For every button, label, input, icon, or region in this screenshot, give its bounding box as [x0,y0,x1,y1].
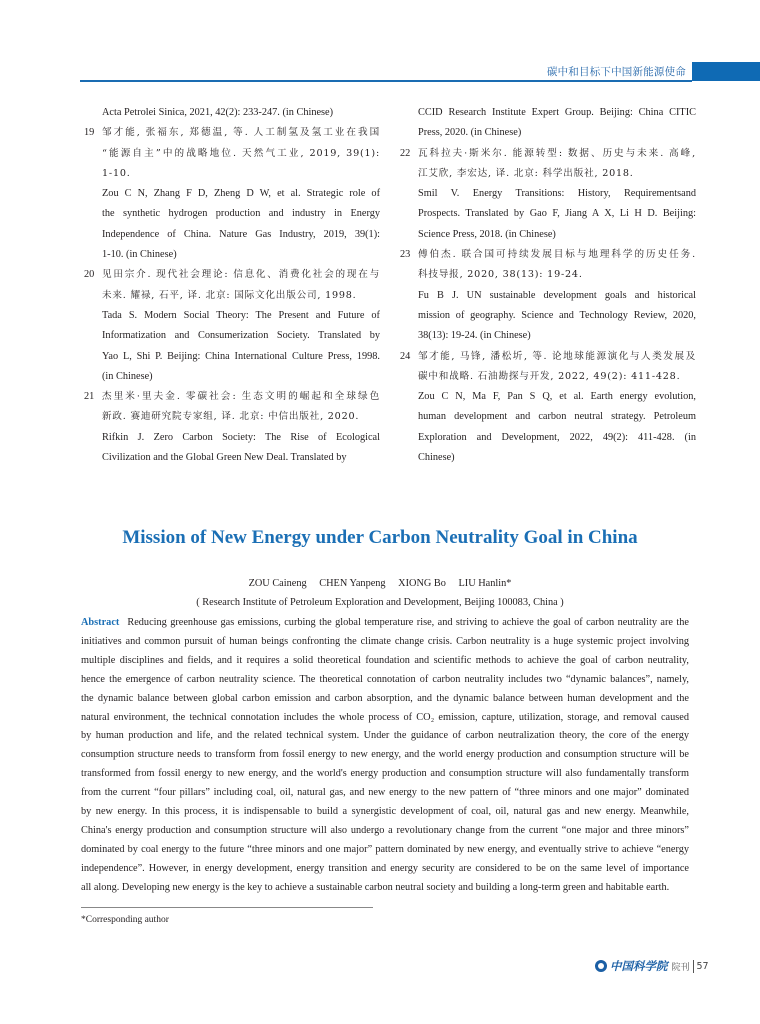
reference-entry [84,123,380,184]
reference-entry [84,387,380,428]
reference-line: (in Chinese) [102,370,153,382]
page-footer [595,958,709,974]
reference-line: 见田宗介. 现代社会理论: 信息化、消费化社会的现在与 [102,269,380,281]
reference-line: 1-10. [102,167,131,179]
reference-number: 20 [84,269,95,281]
reference-line: Rifkin J. Zero Carbon Society: The Rise of Ecological [102,431,380,443]
reference-entry [400,184,696,245]
references-left-column [84,103,380,468]
cas-emblem-icon [595,960,607,972]
abstract-line: by human production and life, and the related technical system. Under the guidance of carbon neutralization theory, the core of the energy [81,730,689,742]
reference-line: 杰里米·里夫金. 零碳社会: 生态文明的崛起和全球绿色 [102,391,380,403]
reference-line: 科技导报, 2020, 38(13): 19-24. [418,269,583,281]
page-number: 57 [696,960,709,972]
abstract-line: hence the emergence of carbon neutrality science. The theoretical connotation of carbon neutrality includes two “dynamic balances”, namely, [81,673,689,685]
reference-number: 21 [84,391,95,403]
abstract-label: Abstract [81,617,120,628]
abstract-line: multiple disciplines and fields, and it requires a solid theoretical foundation and scientific methods to achieve the goal of carbon neutrality, [81,654,689,666]
abstract-line: China's energy production and consumption structure will also undergo a revolutionary change from the current “one major and three minors” [81,824,689,836]
reference-entry [84,103,380,123]
reference-line: Zou C N, Ma F, Pan S Q, et al. Earth energy evolution, [418,391,696,403]
abstract-line: consumption structure needs to transform from fossil energy to new energy, and the world energy production and consumption structure will be [81,749,689,761]
reference-line: Acta Petrolei Sinica, 2021, 42(2): 233-247. (in Chinese) [102,107,334,118]
abstract-line: initiatives and common pursuit of human beings confronting the climate change crisis. Carbon neutrality is a huge systemic project involving [81,635,689,647]
footer-divider [693,960,694,973]
reference-line: Science Press, 2018. (in Chinese) [418,228,556,240]
reference-line: Zou C N, Zhang F D, Zheng D W, et al. Strategic role of [102,188,380,200]
author-list [0,578,760,589]
reference-line: 瓦科拉夫·斯米尔. 能源转型: 数据、历史与未来. 高峰, [418,147,696,159]
reference-line: 1-10. (in Chinese) [102,249,177,261]
footnote: *Corresponding author [81,915,169,925]
reference-line: 新政. 赛迪研究院专家组, 译. 北京: 中信出版社, 2020. [102,411,360,423]
reference-number: 19 [84,127,95,139]
reference-number: 24 [400,350,411,362]
abstract-text: Reducing greenhouse gas emissions, curbing the global temperature rise, and striving to achieve the goal of carbon neutrality are the [127,617,689,628]
reference-entry [400,144,696,185]
footnote-rule [81,907,373,908]
reference-line: 38(13): 19-24. (in Chinese) [418,330,531,342]
reference-line: Civilization and the Global Green New Deal. Translated by [102,452,347,464]
abstract-line: natural environment, the technical connotation includes the whole process of CO₂ emission, capture, utilization, storage, and removal caused [81,711,689,723]
reference-line: Exploration and Development, 2022, 49(2): 411-428. (in [418,431,696,443]
reference-entry [84,428,380,469]
reference-line: Independence of China. Nature Gas Industry, 2019, 39(1): [102,228,380,240]
reference-line: Press, 2020. (in Chinese) [418,127,522,139]
abstract-line [81,614,689,633]
reference-entry [400,387,696,468]
header-color-block [692,62,760,81]
reference-entry [400,347,696,388]
reference-line: “能源自主”中的战略地位. 天然气工业, 2019, 39(1): [102,147,380,159]
reference-line: CCID Research Institute Expert Group. Beijing: China CITIC [418,107,696,118]
abstract [81,614,689,898]
journal-logo: 中国科学院 [610,959,668,973]
reference-entry [400,286,696,347]
reference-number: 22 [400,147,411,159]
abstract-line: independence”. However, in energy development, energy transition and energy security are considered to be on the same level of importance [81,862,689,874]
article-title: Mission of New Energy under Carbon Neutrality Goal in China [122,527,638,548]
reference-line: Prospects. Translated by Gao F, Jiang A X, Li H D. Beijing: [418,208,696,220]
reference-line: 江艾欣, 李宏达, 译. 北京: 科学出版社, 2018. [418,167,634,179]
abstract-line: from the current “four pillars” including coal, oil, natural gas, and new energy to the new pattern of “three minors and one major” dominated [81,787,689,799]
reference-entry [400,245,696,286]
running-title: 碳中和目标下中国新能源使命 [546,66,686,78]
header-rule [80,80,692,82]
author: CHEN Yanpeng [319,578,386,589]
reference-line: 邹才能, 马锋, 潘松圻, 等. 论地球能源演化与人类发展及 [418,350,696,362]
author: ZOU Caineng [248,578,307,589]
reference-line: Fu B J. UN sustainable development goals and historical [418,289,696,301]
affiliation: ( Research Institute of Petroleum Exploration and Development, Beijing 100083, China ) [196,597,564,608]
references-right-column [400,103,696,468]
reference-entry [84,265,380,306]
abstract-line: dominated by coal energy to the future “three minors and one major” pattern dominated by new energy, and eventually strive to achieve “energy [81,843,689,855]
journal-subtitle: 院刊 [671,962,690,973]
abstract-line: all along. Developing new energy is the key to achieve a sustainable carbon neutral society and building a long-term green and habitable earth. [81,881,670,893]
reference-line: Yao L, Shi P. Beijing: China International Culture Press, 1998. [102,350,380,362]
reference-line: 邹才能, 张福东, 郑德温, 等. 人工制氢及氢工业在我国 [102,127,380,139]
reference-number: 23 [400,249,411,261]
reference-line: human development and carbon neutral strategy. Petroleum [418,411,696,423]
abstract-line: the dynamic balance between global carbon emission and carbon absorption, and the dynamic balance between human development and the [81,692,689,704]
reference-line: Informatization and Consumerization Society. Translated by [102,330,380,342]
reference-line: 碳中和战略. 石油勘探与开发, 2022, 49(2): 411-428. [418,370,681,382]
reference-entry [400,103,696,144]
author: XIONG Bo [398,578,446,589]
reference-line: the synthetic hydrogen production and industry in Energy [102,208,380,220]
reference-line: mission of geography. Science and Technology Review, 2020, [418,309,696,321]
reference-line: 傅伯杰. 联合国可持续发展目标与地理科学的历史任务. [418,249,696,261]
abstract-line: transformed from fossil energy to new energy, and the world's energy production and consumption structure will also fundamentally transform [81,768,689,780]
reference-line: 未来. 耀禄, 石平, 译. 北京: 国际文化出版公司, 1998. [102,289,357,301]
reference-line: Chinese) [418,452,455,464]
reference-entry [84,306,380,387]
reference-entry [84,184,380,265]
reference-line: Tada S. Modern Social Theory: The Present and Future of [102,309,380,321]
abstract-line: by new energy. In this process, it is indispensable to build a synergistic development of coal, oil, natural gas and new energy. Meanwhile, [81,806,689,818]
author: LIU Hanlin* [458,578,512,589]
reference-line: Smil V. Energy Transitions: History, Requirementsand [418,188,696,200]
